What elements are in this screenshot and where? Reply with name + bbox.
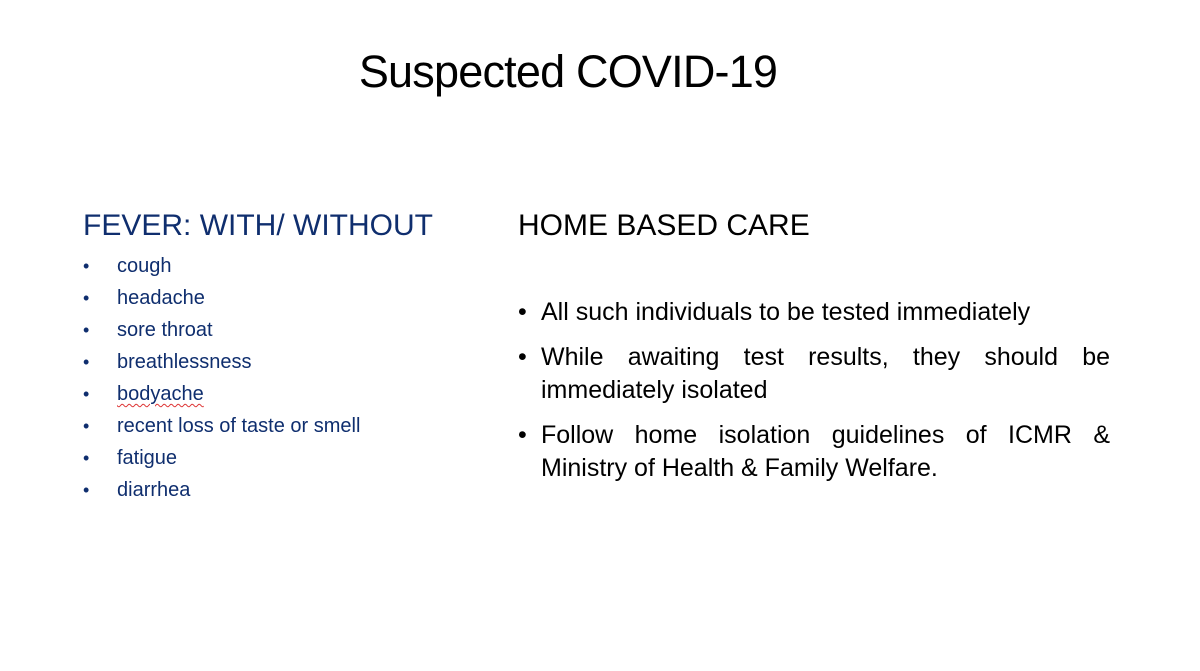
list-item [83, 442, 483, 474]
care-text: All such individuals to be tested immediately [541, 298, 1031, 326]
bullet-icon: • [83, 288, 90, 308]
list-item [83, 378, 483, 410]
symptom-text: cough [117, 255, 172, 277]
list-item [83, 250, 483, 282]
symptom-text: diarrhea [117, 479, 191, 501]
care-text: While awaiting test results, they should be immediately isolated [541, 343, 1110, 404]
symptom-text-spellcheck[interactable]: bodyache [117, 383, 204, 405]
care-list [518, 296, 1110, 485]
symptom-text: headache [117, 287, 205, 309]
care-column [518, 206, 1110, 497]
bullet-icon: • [83, 384, 90, 404]
symptoms-heading: FEVER: WITH/ WITHOUT [83, 209, 433, 242]
list-item [83, 474, 483, 506]
symptom-text: sore throat [117, 319, 213, 341]
list-item [83, 346, 483, 378]
bullet-icon: • [83, 416, 90, 436]
symptom-text: recent loss of taste or smell [117, 415, 361, 437]
list-item [83, 314, 483, 346]
list-item [83, 282, 483, 314]
symptoms-list [83, 250, 483, 506]
bullet-icon: • [83, 448, 90, 468]
symptoms-column [83, 206, 483, 506]
list-item [518, 419, 1110, 485]
slide-title: Suspected COVID-19 [358, 46, 778, 97]
bullet-icon: • [83, 352, 90, 372]
bullet-icon: • [83, 320, 90, 340]
bullet-icon: • [518, 298, 527, 326]
list-item [518, 341, 1110, 407]
bullet-icon: • [83, 256, 90, 276]
bullet-icon: • [518, 421, 527, 449]
care-heading: HOME BASED CARE [518, 209, 810, 242]
care-text: Follow home isolation guidelines of ICMR & Ministry of Health & Family Welfare. [541, 421, 1110, 482]
symptom-text: breathlessness [117, 351, 252, 373]
bullet-icon: • [518, 343, 527, 371]
symptom-text: fatigue [117, 447, 178, 469]
list-item [518, 296, 1110, 329]
bullet-icon: • [83, 480, 90, 500]
list-item [83, 410, 483, 442]
